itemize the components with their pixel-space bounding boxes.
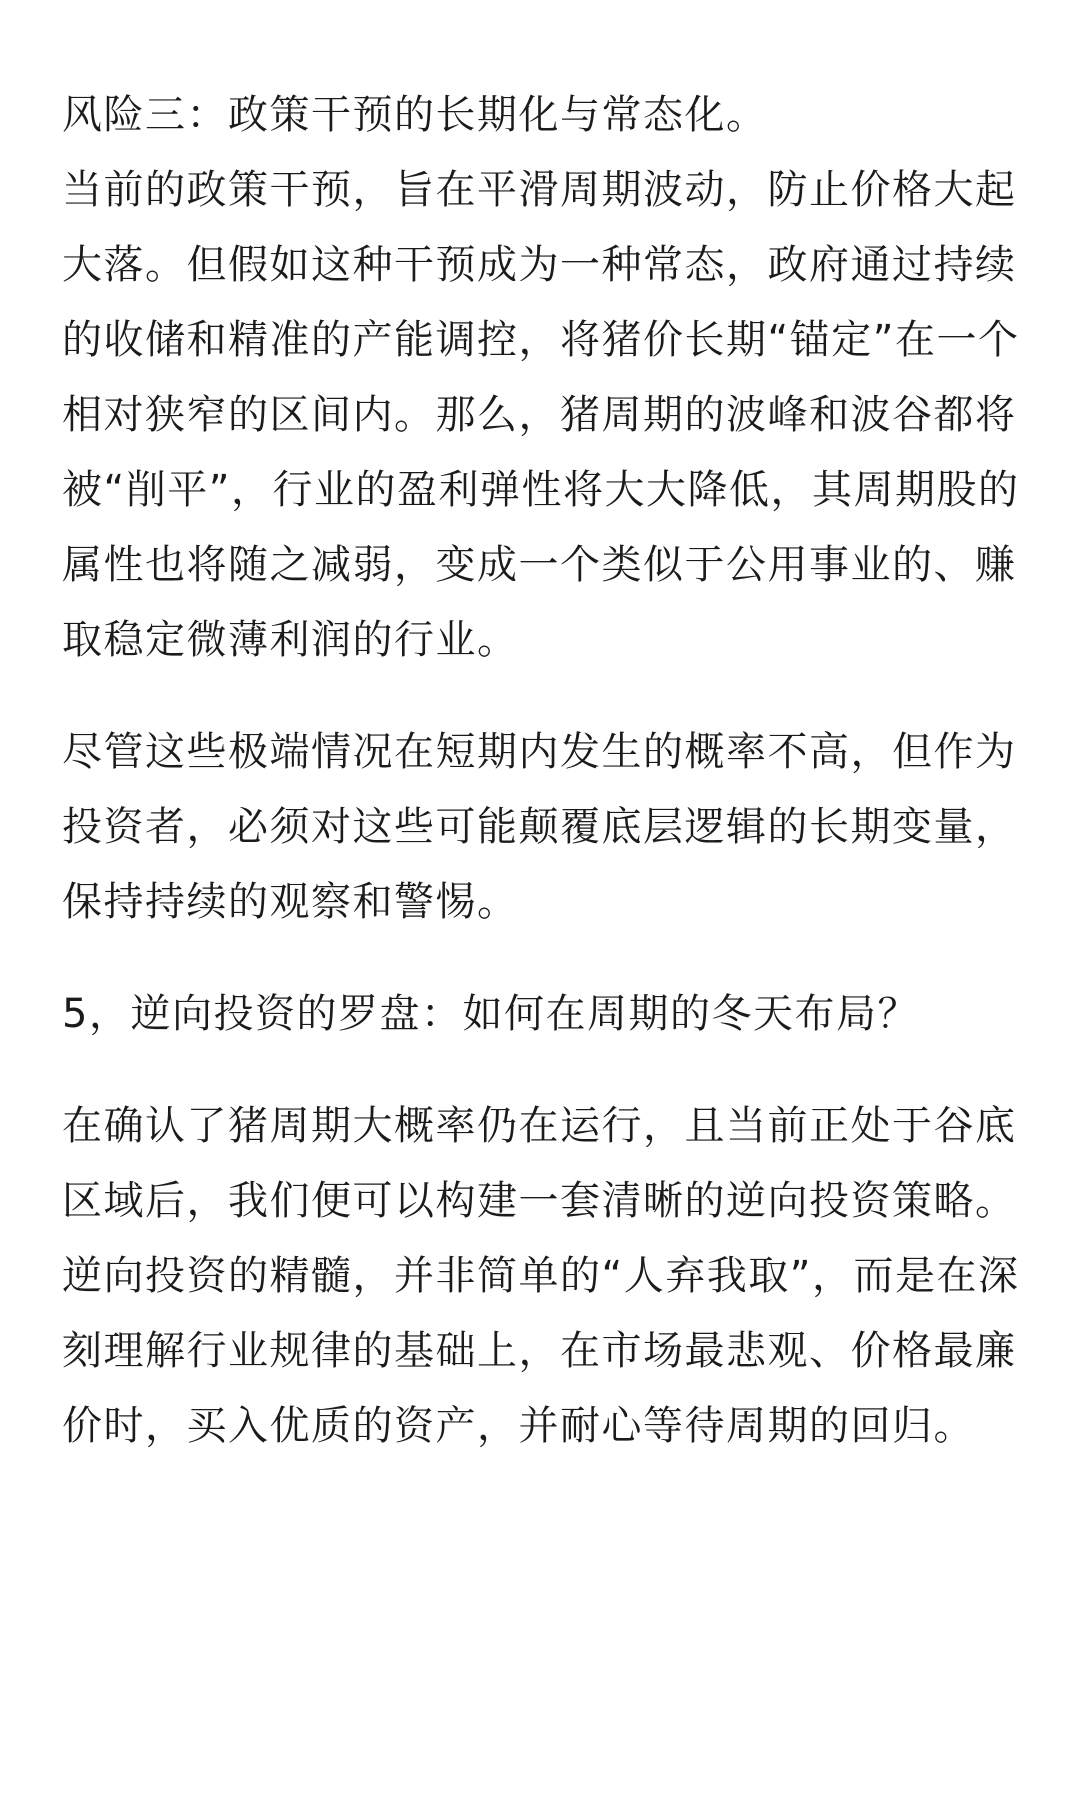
paragraph-gap — [62, 678, 1022, 715]
article-content — [62, 78, 1022, 1464]
section5-body-paragraph: 在确认了猪周期大概率仍在运行，且当前正处于谷底区域后，我们便可以构建一套清晰的逆向投资策略。逆向投资的精髓，并非简单的“人弃我取”，而是在深刻理解行业规律的基础上，在市场最悲观、价格最廉价时，买入优质的资产，并耐心等待周期的回归。 — [62, 1103, 1020, 1449]
risk3-body-paragraph: 当前的政策干预，旨在平滑周期波动，防止价格大起大落。但假如这种干预成为一种常态，政府通过持续的收储和精准的产能调控，将猪价长期“锚定”在一个相对狭窄的区间内。那么，猪周期的波峰和波谷都将被“削平”，行业的盈利弹性将大大降低，其周期股的属性也将随之减弱，变成一个类似于公用事业的、赚取稳定微薄利润的行业。 — [62, 167, 1020, 663]
section5-heading: 5，逆向投资的罗盘：如何在周期的冬天布局？ — [62, 991, 919, 1037]
caution-paragraph: 尽管这些极端情况在短期内发生的概率不高，但作为投资者，必须对这些可能颠覆底层逻辑的长期变量，保持持续的观察和警惕。 — [62, 729, 1017, 925]
risk3-heading: 风险三：政策干预的长期化与常态化。 — [62, 92, 768, 138]
paragraph-gap — [62, 940, 1022, 977]
paragraph-gap — [62, 1052, 1022, 1089]
